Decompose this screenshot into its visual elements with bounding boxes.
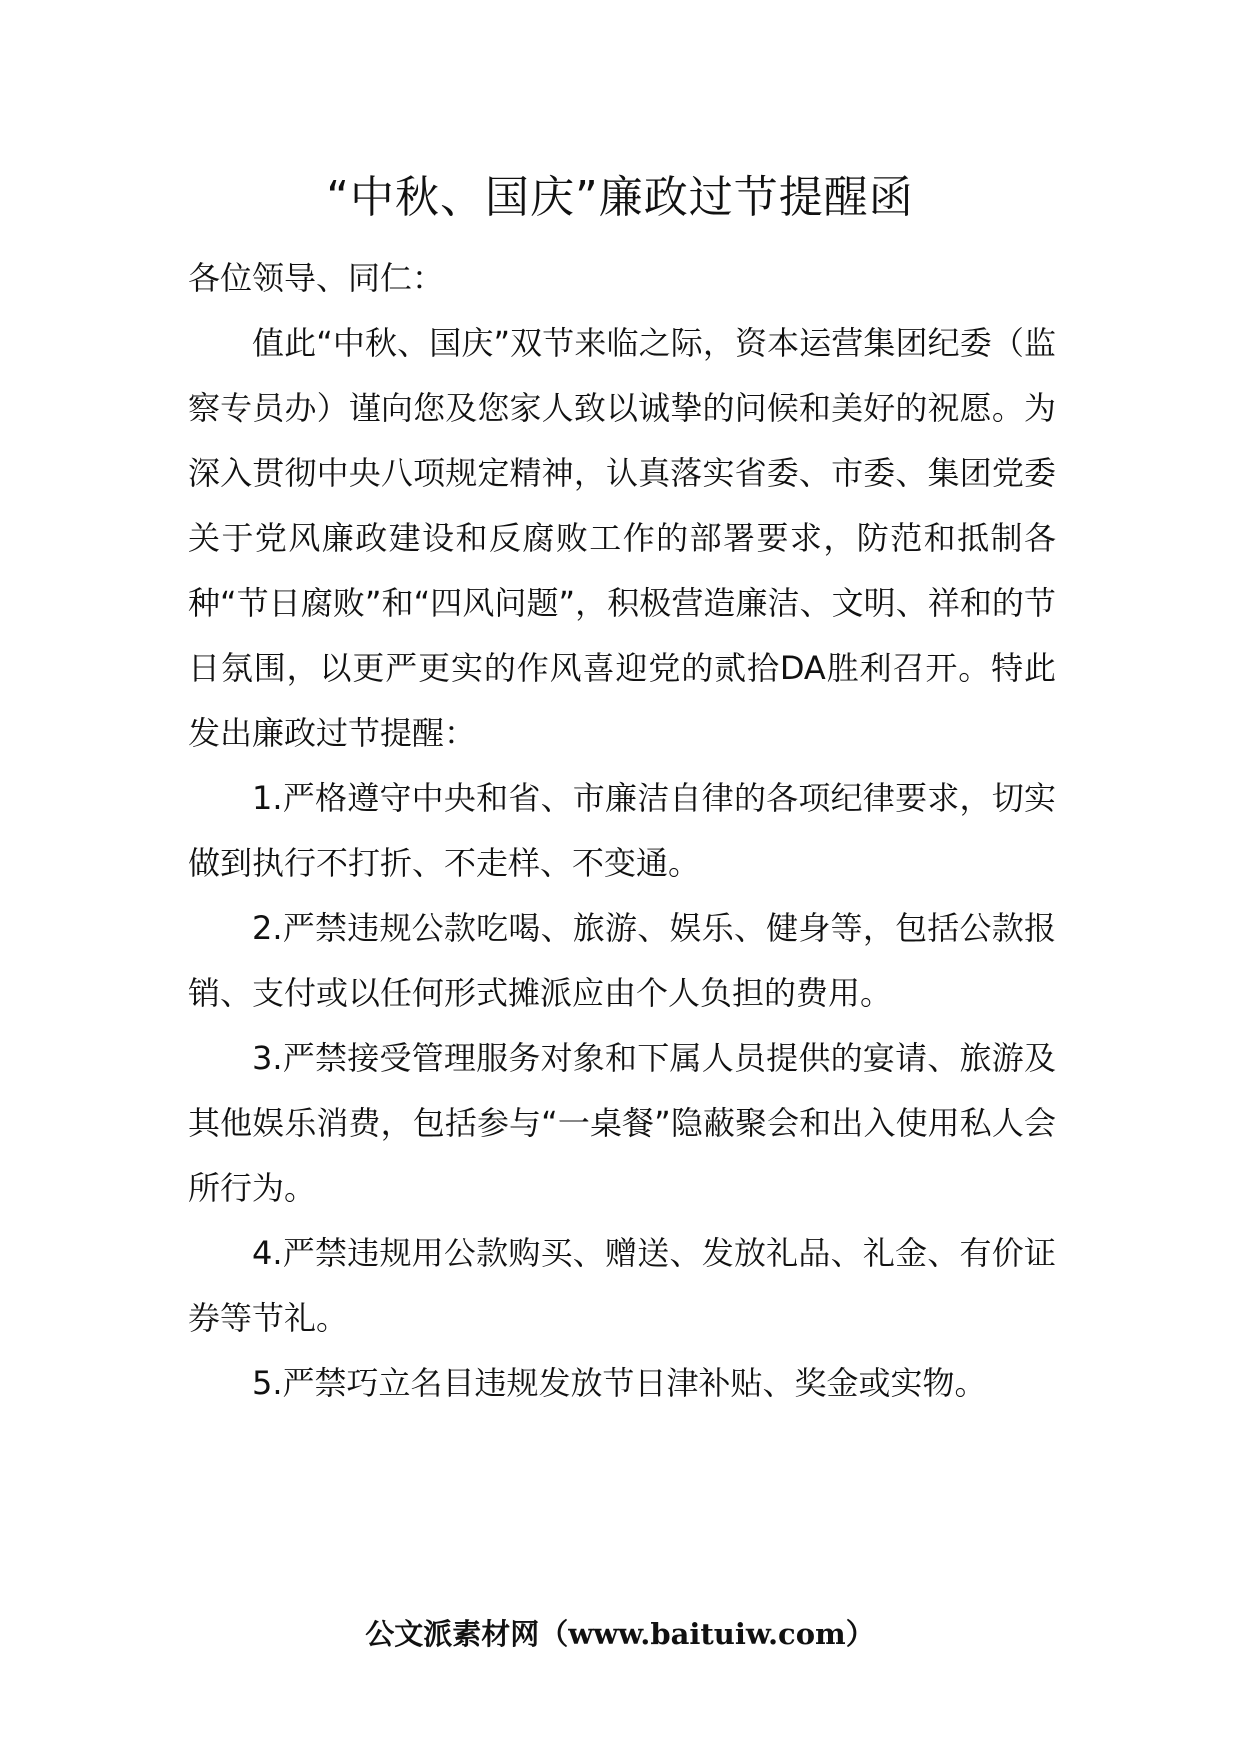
list-item: 4.严禁违规用公款购买、赠送、发放礼品、礼金、有价证券等节礼。 xyxy=(188,1234,1056,1337)
list-item: 1.严格遵守中央和省、市廉洁自律的各项纪律要求，切实做到执行不打折、不走样、不变通。 xyxy=(188,779,1056,882)
salutation: 各位领导、同仁： xyxy=(188,259,445,297)
footer-watermark: 公文派素材网（www.baituiw.com） xyxy=(365,1617,875,1651)
document-title: “中秋、国庆”廉政过节提醒函 xyxy=(326,172,914,223)
list-item: 3.严禁接受管理服务对象和下属人员提供的宴请、旅游及其他娱乐消费，包括参与“一桌餐”隐蔽聚会和出入使用私人会所行为。 xyxy=(188,1039,1056,1207)
list-item: 2.严禁违规公款吃喝、旅游、娱乐、健身等，包括公款报销、支付或以任何形式摊派应由个人负担的费用。 xyxy=(188,909,1056,1012)
list-item: 5.严禁巧立名目违规发放节日津补贴、奖金或实物。 xyxy=(252,1364,987,1402)
intro-paragraph: 值此“中秋、国庆”双节来临之际，资本运营集团纪委（监察专员办）谨向您及您家人致以诚挚的问候和美好的祝愿。为深入贯彻中央八项规定精神，认真落实省委、市委、集团党委关于党风廉政建设和反腐败工作的部署要求，防范和抵制各种“节日腐败”和“四风问题”，积极营造廉洁、文明、祥和的节日氛围，以更严更实的作风喜迎党的贰拾DA胜利召开。特此发出廉政过节提醒： xyxy=(188,324,1056,752)
document-body xyxy=(188,246,1056,1416)
